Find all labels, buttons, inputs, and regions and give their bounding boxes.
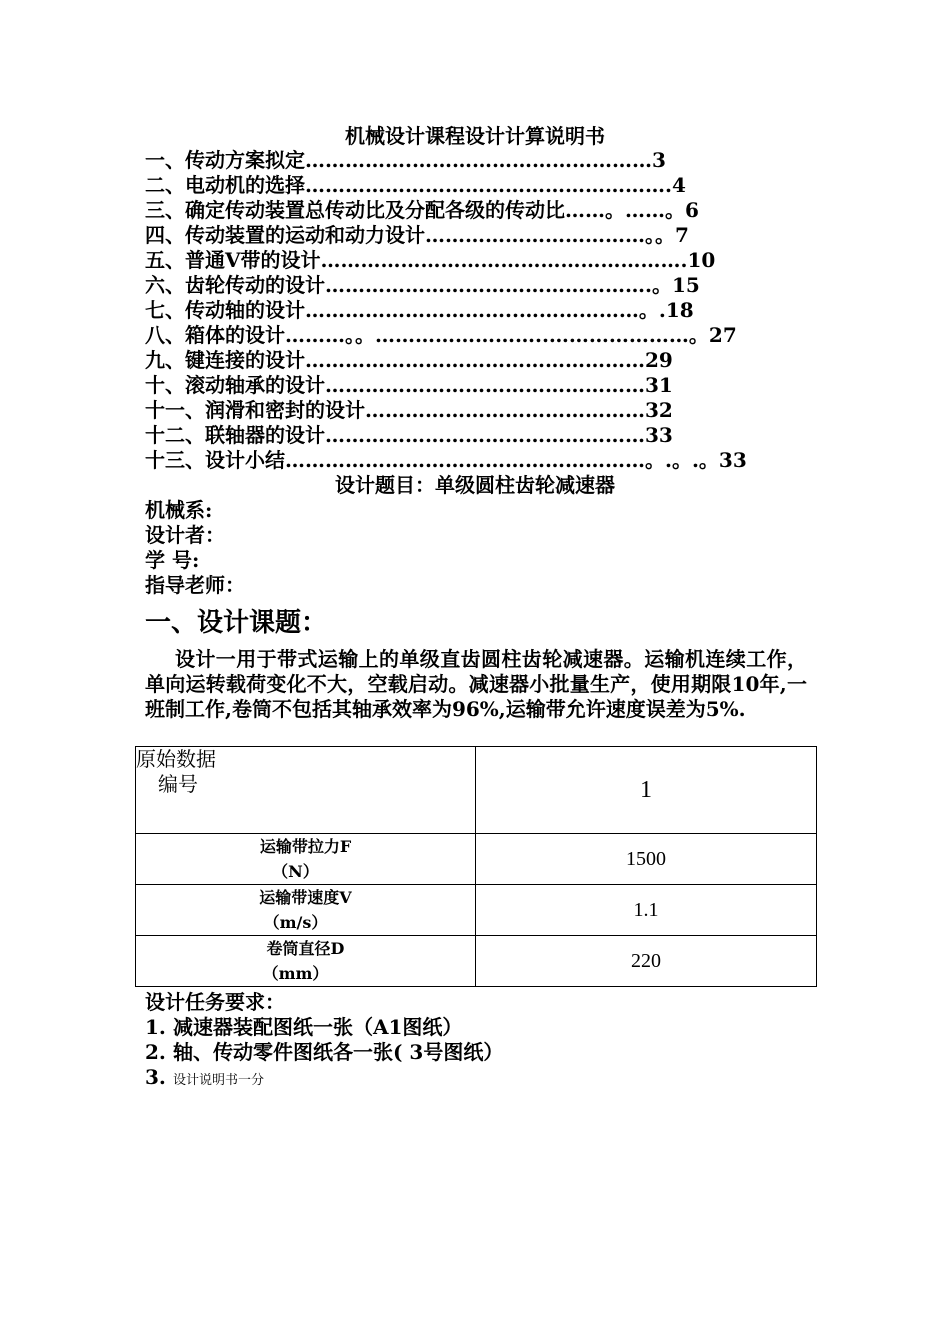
student-id-field: 学 号: bbox=[145, 548, 200, 572]
toc-item: 九、键连接的设计……………………………………………29 bbox=[145, 348, 673, 372]
table-row bbox=[136, 834, 817, 885]
table-header-row bbox=[136, 747, 817, 834]
toc-item: 十、滚动轴承的设计…………………………………………31 bbox=[145, 373, 673, 397]
row-label bbox=[136, 834, 476, 885]
author-info bbox=[145, 498, 245, 598]
design-tasks bbox=[145, 990, 503, 1093]
row-value: 1.1 bbox=[476, 885, 817, 936]
table-row bbox=[136, 936, 817, 987]
toc-item: 十三、设计小结………………………………………………。.。.。33 bbox=[145, 448, 747, 472]
row-value: 1500 bbox=[476, 834, 817, 885]
row-label bbox=[136, 936, 476, 987]
toc-item: 七、传动轴的设计…………………………..………………。.18 bbox=[145, 298, 694, 322]
original-data-table bbox=[135, 746, 817, 987]
task-item bbox=[145, 1015, 503, 1040]
task-number: 1. bbox=[145, 1015, 166, 1039]
task-number: 3. bbox=[145, 1065, 166, 1089]
toc-item: 六、齿轮传动的设计………………………………………….。15 bbox=[145, 273, 700, 297]
table-of-contents bbox=[145, 148, 815, 473]
row-label bbox=[136, 885, 476, 936]
section-paragraph: 设计一用于带式运输上的单级直齿圆柱齿轮减速器。运输机连续工作，单向运转载荷变化不大，空载启动。减速器小批量生产，使用期限10年,一班制工作,卷筒不包括其轴承效率为96%,运输带允许速度误差为5%. bbox=[145, 647, 807, 721]
designer-field: 设计者： bbox=[145, 523, 225, 547]
row-unit: （N） bbox=[272, 862, 319, 881]
toc-item: 十二、联轴器的设计…………………………………………33 bbox=[145, 423, 673, 447]
table-row bbox=[136, 885, 817, 936]
tasks-title: 设计任务要求： bbox=[145, 990, 285, 1014]
task-text: 减速器装配图纸一张（A1图纸） bbox=[173, 1015, 463, 1039]
toc-item: 三、确定传动装置总传动比及分配各级的传动比……。……。6 bbox=[145, 198, 699, 222]
toc-item: 二、电动机的选择……………………………………………….4 bbox=[145, 173, 686, 197]
toc-item: 一、传动方案拟定…………….………………………………3 bbox=[145, 148, 666, 172]
row-name: 运输带速度V bbox=[259, 888, 352, 907]
table-header-label bbox=[136, 747, 476, 834]
toc-item: 八、箱体的设计………。。……………………..…………………。27 bbox=[145, 323, 737, 347]
table-header-value: 1 bbox=[476, 747, 817, 834]
section-heading: 一、设计课题： bbox=[145, 608, 328, 638]
advisor-field: 指导老师： bbox=[145, 573, 245, 597]
document-title: 机械设计课程设计计算说明书 bbox=[345, 124, 605, 148]
task-item bbox=[145, 1065, 503, 1093]
row-unit: （mm） bbox=[262, 964, 329, 983]
toc-item: 五、普通V带的设计……………………………………………….10 bbox=[145, 248, 716, 272]
toc-item: 四、传动装置的运动和动力设计……………………………。。7 bbox=[145, 223, 689, 247]
task-text: 设计说明书一分 bbox=[173, 1073, 265, 1088]
task-item bbox=[145, 1040, 503, 1065]
department-field: 机械系: bbox=[145, 498, 213, 522]
row-unit: （m/s） bbox=[263, 913, 328, 932]
row-value: 220 bbox=[476, 936, 817, 987]
task-number: 2. bbox=[145, 1040, 166, 1064]
toc-item: 十一、润滑和密封的设计……………………………………32 bbox=[145, 398, 673, 422]
header-label-line2: 编号 bbox=[158, 772, 198, 796]
task-text: 轴、传动零件图纸各一张( 3号图纸） bbox=[173, 1040, 504, 1064]
header-label-line1: 原始数据 bbox=[136, 747, 216, 771]
row-name: 卷筒直径D bbox=[266, 939, 345, 958]
row-name: 运输带拉力F bbox=[259, 837, 352, 856]
design-subject: 设计题目：单级圆柱齿轮减速器 bbox=[335, 473, 615, 497]
